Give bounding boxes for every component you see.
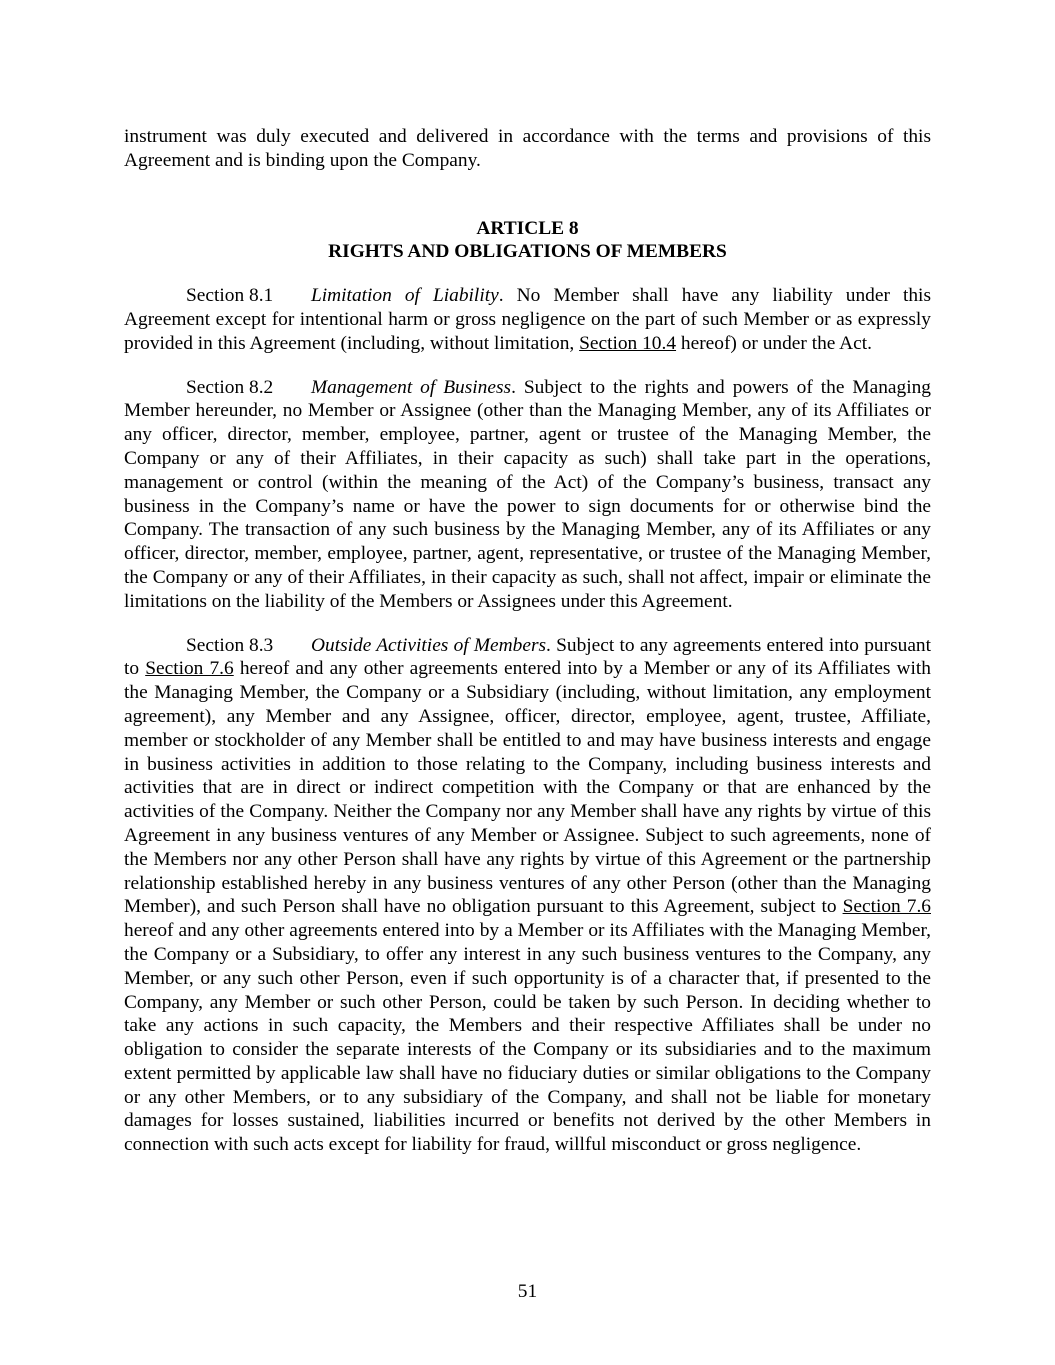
section-title: Limitation of Liability: [311, 285, 499, 307]
section-reference: Section 10.4: [579, 332, 677, 354]
section-8-3: [124, 634, 931, 1158]
section-text: . Subject to any agreements entered into pursuant to: [124, 634, 932, 680]
section-title: Outside Activities of Members: [311, 634, 547, 656]
section-reference: Section 7.6: [145, 658, 234, 680]
article-heading: [124, 217, 931, 265]
section-text: hereof and any other agreements entered into by a Member or its Affiliates with the Managing Member, the Company or a Subsidiary, to offer any interest in any such business ventures to the Company, any Member, or any such other Person, even if such opportunity is of a character that, if presented to the Company, any Member or such other Person, could be taken by such Person. In deciding whether to take any actions in such capacity, the Members and their respective Affiliates shall be under no obligation to consider the separate interests of the Company or its subsidiaries and to the maximum extent permitted by applicable law shall have no fiduciary duties or similar obligations to the Company or any other Members, or to any subsidiary of the Company, and shall not be liable for monetary damages for losses sustained, liabilities incurred or benefits not derived by the other Members in connection with such acts except for liability for fraud, willful misconduct or gross negligence.: [124, 920, 931, 1156]
section-8-1: [124, 284, 931, 355]
section-number: Section 8.1: [186, 285, 274, 307]
document-page: [124, 125, 931, 1177]
article-number: ARTICLE 8: [476, 217, 579, 239]
section-text: hereof) or under the Act.: [676, 332, 873, 354]
section-8-2: [124, 376, 931, 614]
intro-paragraph: instrument was duly executed and delivered in accordance with the terms and provisions of this Agreement and is binding upon the Company.: [124, 126, 931, 171]
section-number: Section 8.2: [186, 376, 274, 398]
section-reference: Section 7.6: [842, 896, 931, 918]
section-text: . No Member shall have any liability under this Agreement except for intentional harm or gross negligence on the part of such Member or as expressly provided in this Agreement (including, without limitation,: [124, 285, 931, 354]
section-text: hereof and any other agreements entered into by a Member or any of its Affiliates with the Managing Member, the Company or a Subsidiary (including, without limitation, any employment agreement), any Member and any Assignee, officer, director, employee, agent, trustee, Affiliate, member or stockholder of any Member shall be entitled to and may have business interests and engage in business activities in addition to those relating to the Company, including business interests and activities that are in direct or indirect competition with the Company or that are enhanced by the activities of the Company. Neither the Company nor any Member shall have any rights by virtue of this Agreement in any business ventures of any Member or Assignee. Subject to such agreements, none of the Members nor any other Person shall have any rights by virtue of this Agreement or the partnership relationship established hereby in any business ventures of any other Person (other than the Managing Member), and such Person shall have no obligation pursuant to this Agreement, subject to: [124, 658, 931, 918]
article-title: RIGHTS AND OBLIGATIONS OF MEMBERS: [328, 241, 727, 263]
section-number: Section 8.3: [186, 634, 274, 656]
page-number: 51: [517, 1281, 538, 1302]
section-text: . Subject to the rights and powers of the Managing Member hereunder, no Member or Assignee (other than the Managing Member, any of its Affiliates or any officer, director, member, employee, partner, agent or trustee of the Managing Member, the Company or any of their Affiliates, in their capacity as such) shall take part in the operations, management or control (within the meaning of the Act) of the Company’s business, transact any business in the Company’s name or have the power to sign documents for or otherwise bind the Company. The transaction of any such business by the Managing Member, any of its Affiliates or any officer, director, member, employee, partner, agent, representative, or trustee of the Managing Member, the Company or any of their Affiliates, in their capacity as such, shall not affect, impair or eliminate the limitations on the liability of the Members or Assignees under this Agreement.: [124, 376, 931, 612]
section-title: Management of Business: [311, 376, 512, 398]
